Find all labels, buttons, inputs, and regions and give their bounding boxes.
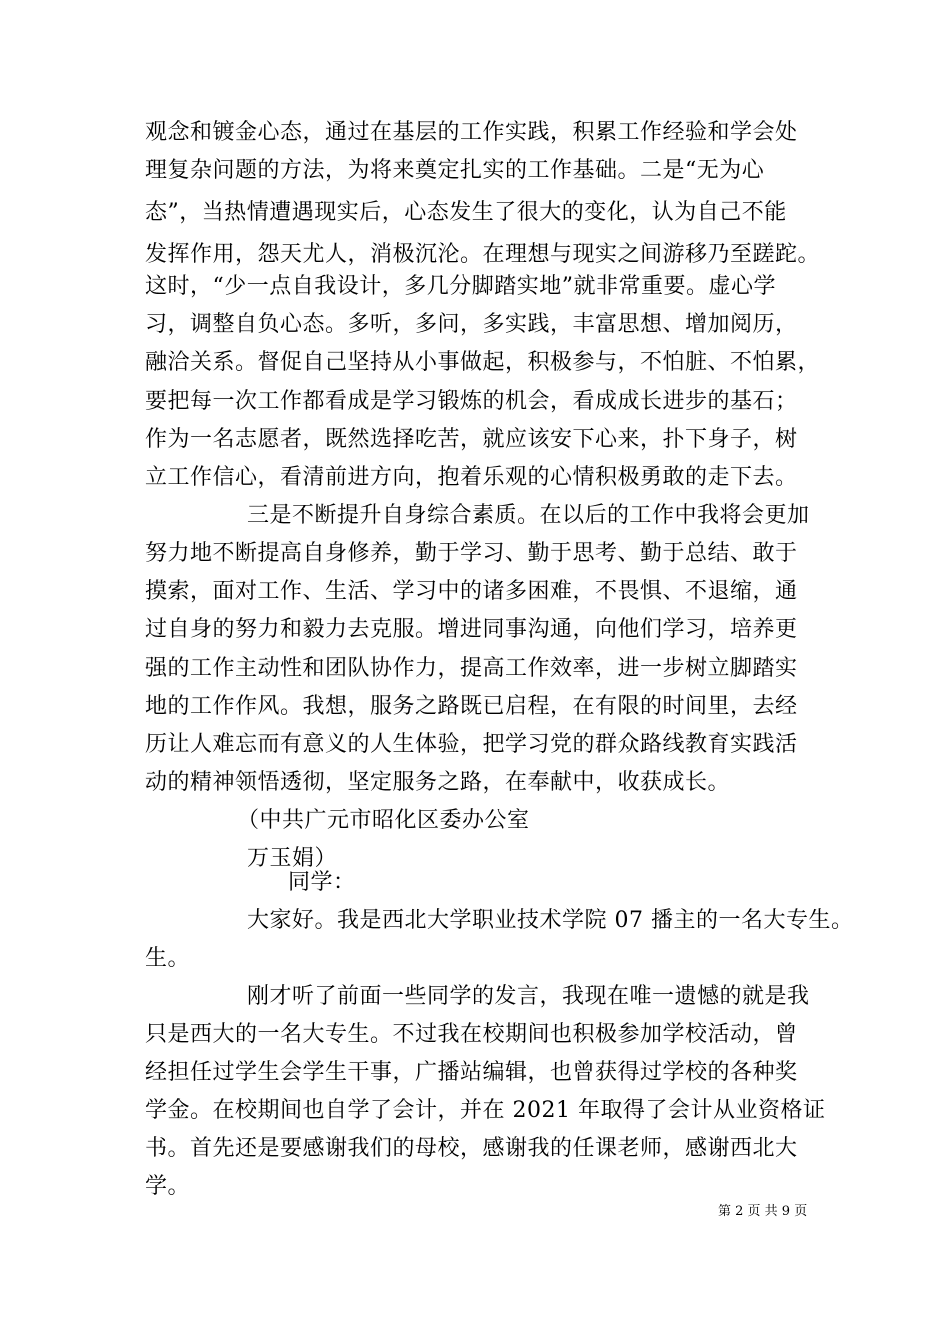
text-line: 大家好。我是西北大学职业技术学院 07 播主的一名大专生。 <box>247 908 854 933</box>
text-line: 作为一名志愿者，既然选择吃苦，就应该安下心来，扑下身子，树 <box>145 427 798 452</box>
text-line: 历让人难忘而有意义的人生体验，把学习党的群众路线教育实践活 <box>145 732 798 757</box>
text-line: 书。首先还是要感谢我们的母校，感谢我的任课老师，感谢西北大 <box>145 1136 798 1161</box>
text-line: 强的工作主动性和团队协作力，提高工作效率，进一步树立脚踏实 <box>145 656 798 681</box>
text-line: 这时，“少一点自我设计，多几分脚踏实地”就非常重要。虚心学 <box>145 274 776 299</box>
speech-greeting: 同学： <box>288 870 356 895</box>
text-line: 努力地不断提高自身修养，勤于学习、勤于思考、勤于总结、敢于 <box>145 541 798 566</box>
author-name: 万玉娟） <box>247 846 338 871</box>
text-line: 理复杂问题的方法，为将来奠定扎实的工作基础。二是“无为心 <box>145 158 765 183</box>
text-line: 三是不断提升自身综合素质。在以后的工作中我将会更加 <box>247 503 810 528</box>
page-number: 第 2 页 共 9 页 <box>718 1204 808 1219</box>
text-line: 观念和镀金心态，通过在基层的工作实践，积累工作经验和学会处 <box>145 120 798 145</box>
text-line: 过自身的努力和毅力去克服。增进同事沟通，向他们学习，培养更 <box>145 617 798 642</box>
text-line: 融洽关系。督促自己坚持从小事做起，积极参与，不怕脏、不怕累， <box>145 350 821 375</box>
text-line: 学金。在校期间也自学了会计，并在 2021 年取得了会计从业资格证 <box>145 1098 826 1123</box>
text-line: 经担任过学生会学生干事，广播站编辑，也曾获得过学校的各种奖 <box>145 1060 798 1085</box>
text-line: 刚才听了前面一些同学的发言，我现在唯一遗憾的就是我 <box>247 984 810 1009</box>
text-line: 地的工作作风。我想，服务之路既已启程，在有限的时间里，去经 <box>145 694 798 719</box>
text-line: 习，调整自负心态。多听，多问，多实践，丰富思想、增加阅历， <box>145 312 798 337</box>
text-line: 学。 <box>145 1174 191 1199</box>
text-line: 要把每一次工作都看成是学习锻炼的机会，看成成长进步的基石； <box>145 389 798 414</box>
text-line: 态”，当热情遭遇现实后，心态发生了很大的变化，认为自己不能 <box>145 200 787 225</box>
text-line: 立工作信心，看清前进方向，抱着乐观的心情积极勇敢的走下去。 <box>145 465 798 490</box>
text-line: 发挥作用，怨天尤人，消极沉沦。在理想与现实之间游移乃至蹉跎。 <box>145 242 821 267</box>
text-line: 动的精神领悟透彻，坚定服务之路，在奉献中，收获成长。 <box>145 770 731 795</box>
author-affiliation: （中共广元市昭化区委办公室 <box>237 808 530 833</box>
text-line: 生。 <box>145 946 191 971</box>
text-line: 只是西大的一名大专生。不过我在校期间也积极参加学校活动，曾 <box>145 1022 798 1047</box>
text-line: 摸索，面对工作、生活、学习中的诸多困难，不畏惧、不退缩，通 <box>145 579 798 604</box>
